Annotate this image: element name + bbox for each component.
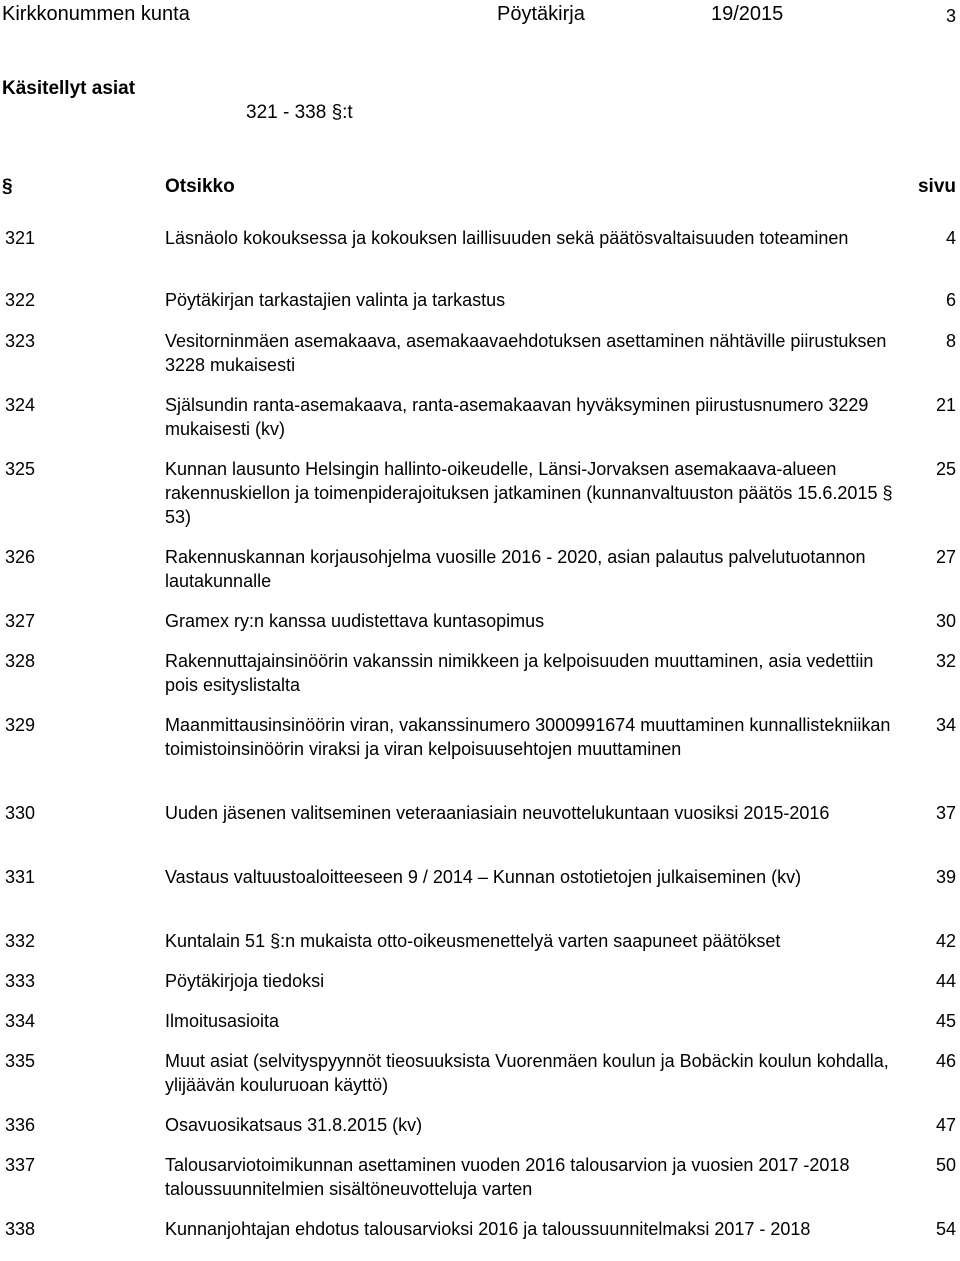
toc-row-number: 337 xyxy=(5,1155,36,1175)
toc-row-number: 332 xyxy=(5,931,36,951)
toc-row-number: 326 xyxy=(5,547,36,567)
toc-row-number: 325 xyxy=(5,459,36,479)
toc-row-number: 322 xyxy=(5,290,36,310)
section-title: Käsitellyt asiat xyxy=(2,78,136,99)
toc-row-page: 32 xyxy=(935,651,956,671)
toc-row-title: Pöytäkirjan tarkastajien valinta ja tarkastus xyxy=(165,290,506,310)
toc-row-title: Vesitorninmäen asemakaava, asemakaavaehdotuksen asettaminen nähtäville piirustuksen 3228 mukaisesti xyxy=(165,331,887,375)
header-organization: Kirkkonummen kunta xyxy=(2,3,190,25)
toc-row-title: Läsnäolo kokouksessa ja kokouksen laillisuuden sekä päätösvaltaisuuden toteaminen xyxy=(165,228,849,248)
toc-row-page: 47 xyxy=(935,1115,956,1135)
toc-row-page: 27 xyxy=(935,547,956,567)
toc-row-number: 321 xyxy=(5,228,36,248)
toc-row-page: 8 xyxy=(945,331,956,351)
toc-row-title: Själsundin ranta-asemakaava, ranta-asemakaavan hyväksyminen piirustusnumero 3229 mukaisesti (kv) xyxy=(165,395,869,439)
toc-row-number: 327 xyxy=(5,611,36,631)
toc-row-page: 25 xyxy=(935,459,956,479)
toc-row-page: 37 xyxy=(935,803,956,823)
toc-row-number: 334 xyxy=(5,1011,36,1031)
toc-row-title: Kunnan lausunto Helsingin hallinto-oikeudelle, Länsi-Jorvaksen asemakaava-alueen rakennuskiellon ja toimenpiderajoituksen jatkaminen (kunnanvaltuuston päätös 15.6.2015 § 53) xyxy=(165,459,893,527)
section-range: 321 - 338 §:t xyxy=(246,102,353,123)
toc-row-number: 323 xyxy=(5,331,36,351)
toc-row-title: Maanmittausinsinöörin viran, vakanssinumero 3000991674 muuttaminen kunnallistekniikan toimistoinsinöörin viraksi ja viran kelpoisuusehtojen muuttaminen xyxy=(165,715,891,759)
toc-row-number: 335 xyxy=(5,1051,36,1071)
toc-row-page: 39 xyxy=(935,867,956,887)
toc-row-page: 42 xyxy=(935,931,956,951)
toc-row-page: 34 xyxy=(935,715,956,735)
header-doc-number: 19/2015 xyxy=(711,3,784,25)
toc-row-title: Uuden jäsenen valitseminen veteraaniasiain neuvottelukuntaan vuosiksi 2015-2016 xyxy=(165,803,830,823)
toc-row-number: 331 xyxy=(5,867,36,887)
toc-row-page: 6 xyxy=(945,290,956,310)
toc-row-page: 50 xyxy=(935,1155,956,1175)
toc-row-number: 328 xyxy=(5,651,36,671)
toc-row-page: 21 xyxy=(935,395,956,415)
toc-row-number: 329 xyxy=(5,715,36,735)
toc-row-page: 4 xyxy=(945,228,956,248)
toc-row-page: 46 xyxy=(935,1051,956,1071)
toc-row-title: Osavuosikatsaus 31.8.2015 (kv) xyxy=(165,1115,423,1135)
toc-row-number: 333 xyxy=(5,971,36,991)
toc-row-number: 324 xyxy=(5,395,36,415)
toc-row-title: Pöytäkirjoja tiedoksi xyxy=(165,971,325,991)
column-header-section: § xyxy=(2,176,13,197)
toc-row-page: 45 xyxy=(935,1011,956,1031)
header-doc-type: Pöytäkirja xyxy=(497,3,585,25)
toc-row-title: Talousarviotoimikunnan asettaminen vuoden 2016 talousarvion ja vuosien 2017 -2018 taloussuunnitelmien sisältöneuvotteluja varten xyxy=(165,1155,850,1199)
column-header-title: Otsikko xyxy=(165,176,235,197)
toc-row-title: Rakennuttajainsinöörin vakanssin nimikkeen ja kelpoisuuden muuttaminen, asia vedettiin pois esityslistalta xyxy=(165,651,874,695)
header-page-number: 3 xyxy=(945,6,956,26)
toc-row-title: Kuntalain 51 §:n mukaista otto-oikeusmenettelyä varten saapuneet päätökset xyxy=(165,931,781,951)
toc-row-page: 30 xyxy=(935,611,956,631)
column-header-page: sivu xyxy=(917,176,956,197)
toc-row-title: Gramex ry:n kanssa uudistettava kuntasopimus xyxy=(165,611,545,631)
toc-row-page: 44 xyxy=(935,971,956,991)
toc-row-number: 336 xyxy=(5,1115,36,1135)
toc-row-page: 54 xyxy=(935,1219,956,1239)
toc-row-number: 330 xyxy=(5,803,36,823)
toc-row-title: Rakennuskannan korjausohjelma vuosille 2016 - 2020, asian palautus palvelutuotannon lautakunnalle xyxy=(165,547,866,591)
toc-row-title: Muut asiat (selvityspyynnöt tieosuuksista Vuorenmäen koulun ja Bobäckin koulun kohdalla, ylijäävän kouluruoan käyttö) xyxy=(165,1051,889,1095)
toc-row-title: Ilmoitusasioita xyxy=(165,1011,280,1031)
toc-row-title: Vastaus valtuustoaloitteeseen 9 / 2014 – Kunnan ostotietojen julkaiseminen (kv) xyxy=(165,867,802,887)
toc-row-title: Kunnanjohtajan ehdotus talousarvioksi 2016 ja taloussuunnitelmaksi 2017 - 2018 xyxy=(165,1219,811,1239)
toc-row-number: 338 xyxy=(5,1219,36,1239)
